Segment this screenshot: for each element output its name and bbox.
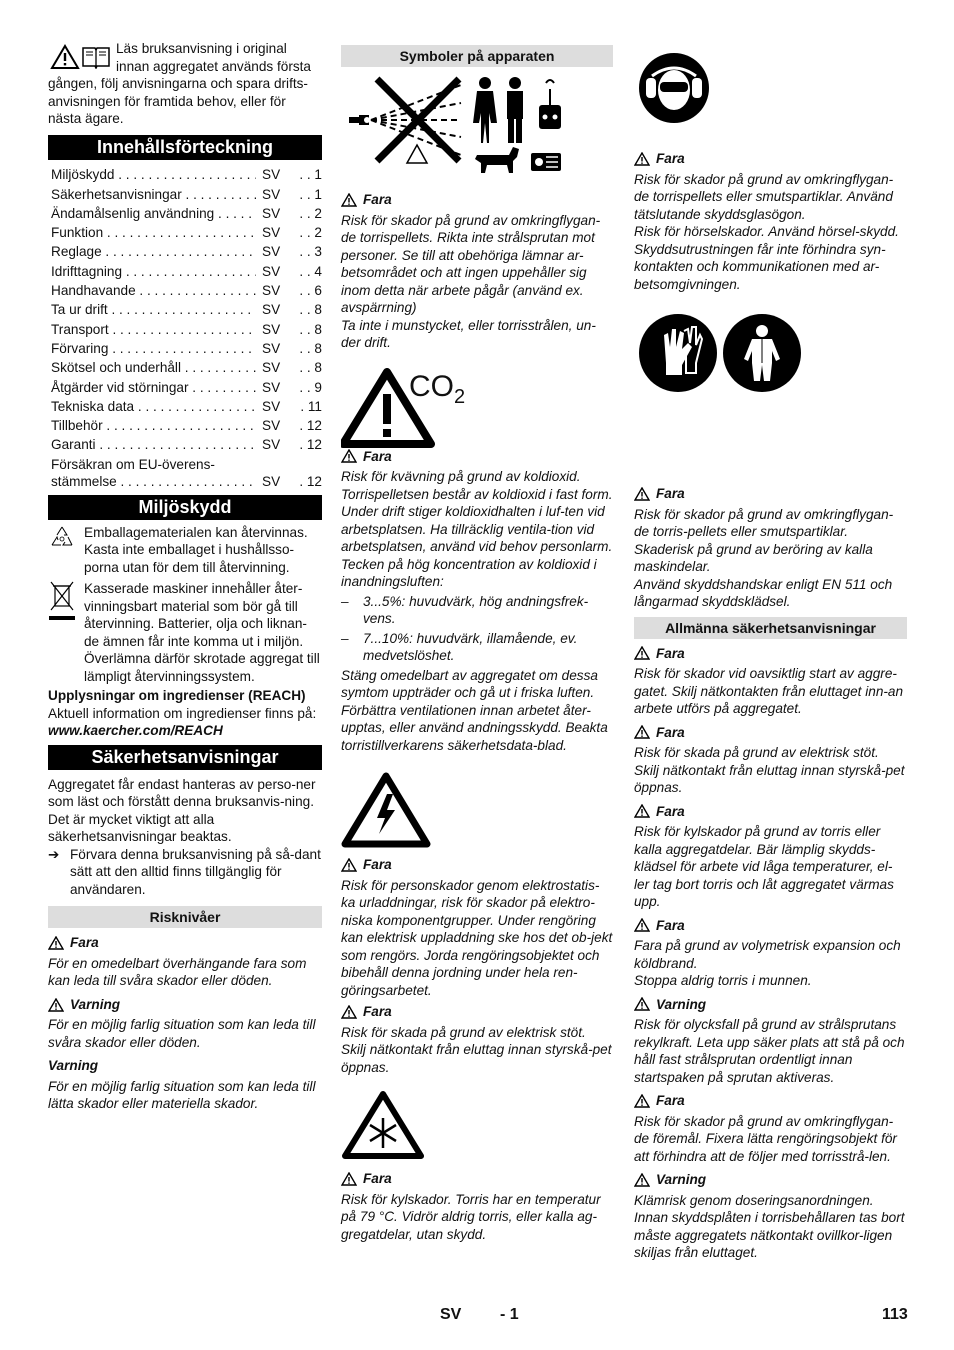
toc-lang: SV	[262, 398, 281, 414]
toc-lang: SV	[262, 437, 281, 453]
general-safety-heading: Allmänna säkerhetsanvisningar	[634, 617, 907, 639]
toc-row[interactable]	[51, 165, 322, 184]
gloves-icon	[638, 313, 718, 393]
crossed-bin-icon	[48, 580, 76, 624]
symbol-warning-1: Fara	[341, 191, 613, 209]
page-footer	[0, 1306, 954, 1330]
toc-row-declaration[interactable]	[51, 456, 322, 491]
footer-page-number: 113	[882, 1306, 908, 1323]
table-of-contents	[48, 165, 322, 491]
general-warning-7-text: Klämrisk genom doseringsanordningen. Innan skyddsplåten i torrisbehållaren tas bort måste aggregatets nätkontakt ovillkor-ligen skiljas från eluttaget.	[634, 1192, 905, 1260]
ppe-warning-2: Fara	[634, 485, 907, 503]
safety-bullet-text: Förvara denna bruksanvisning på så-dant sätt att den alltid finns tillgänglig för användaren.	[70, 846, 321, 897]
warning-triangle-icon	[634, 804, 650, 818]
toc-row[interactable]	[51, 435, 322, 454]
toc-row[interactable]	[51, 300, 322, 319]
toc-page: . . 6	[299, 283, 322, 299]
toc-page: . . 9	[299, 379, 322, 395]
general-warning-6-text: Risk för skador på grund av omkringflygan-de föremål. Fixera lätta rengöringsobjekt för att förhindra att de följer med torrisstrå-len.	[634, 1113, 897, 1164]
toc-row[interactable]	[51, 319, 322, 338]
column-middle	[341, 40, 613, 1243]
warning-triangle-icon	[634, 918, 650, 932]
toc-lang: SV	[262, 321, 281, 337]
symbols-heading: Symboler på apparaten	[341, 45, 613, 67]
toc-title: Tillbehör . . .	[51, 417, 256, 435]
co2-label: $CO_2$	[409, 369, 466, 408]
general-warning-1: Fara	[634, 645, 907, 663]
warning-triangle-icon	[634, 997, 650, 1011]
warning-triangle-icon	[50, 44, 80, 70]
toc-lang: SV	[262, 167, 281, 183]
packaging-text: Emballagematerialen kan återvinnas. Kasta inte emballaget i hushållsso-porna utan för dem till återvinning.	[84, 524, 308, 575]
symbol-warning-3: Fara	[341, 856, 613, 874]
reach-text: Aktuell information om ingredienser finns på:	[48, 705, 317, 721]
toc-page: . 12	[299, 437, 322, 453]
general-warning-5-text: Risk för olycksfall på grund av strålsprutans rekylkraft. Leta upp säker plats att stå på och håll fast strålsprutan ordentligt innan startspaken på sprutan aktiveras.	[634, 1017, 905, 1085]
risk-level-warning: Varning	[48, 996, 322, 1014]
warning-triangle-icon	[634, 152, 650, 166]
general-warning-3-text: Risk för kylskador på grund av torris eller kalla aggregatdelar. Bär lämplig skydds-klädsel för arbete vid låga temperaturer, el-ler tag bort torris och låt aggregatet värmas upp.	[634, 824, 894, 909]
safety-intro: Aggregatet får endast hanteras av perso-ner som läst och förstått denna bruksanvis-ning. Det är mycket viktigt att alla säkerhetsanvisningar beaktas.	[48, 776, 316, 845]
protective-suit-icon	[722, 313, 802, 393]
toc-row[interactable]	[51, 396, 322, 415]
toc-title: Idrifttagning . . .	[51, 263, 256, 281]
general-warning-4-text: Fara på grund av volymetrisk expansion och köldbrand.	[634, 938, 901, 971]
toc-lang: SV	[262, 225, 281, 241]
toc-title: Funktion . . .	[51, 224, 256, 242]
toc-page: . . 8	[299, 321, 322, 337]
intro-line-5: nästa ägare.	[48, 111, 124, 126]
manual-book-icon	[81, 45, 111, 69]
goggles-ear-protection-icon	[638, 52, 710, 124]
toc-row[interactable]	[51, 203, 322, 222]
toc-title: Säkerhetsanvisningar . . .	[51, 186, 256, 204]
risk-level-caution-text: För en möjlig farlig situation som kan leda till lätta skador eller materiella skador.	[48, 1078, 316, 1112]
toc-title: Åtgärder vid störningar . . .	[51, 379, 256, 397]
symbol-warning-1-text2: Ta inte i munstycket, eller torrisstrålen, un-der drift.	[341, 317, 596, 350]
toc-row[interactable]	[51, 242, 322, 261]
toc-page: . . 4	[299, 263, 322, 279]
toc-heading: Innehållsförteckning	[48, 135, 322, 160]
toc-title: Ändamålsenlig användning . . .	[51, 205, 256, 223]
toc-title: Skötsel och underhåll . . .	[51, 359, 256, 377]
symbol-warning-2-text2: Stäng omedelbart av aggregatet om dessa symtom uppträder och gå ut i friska luften. Förbättra ventilationen innan arbetet åter-upptas, eller använd andningsskydd. Beakta torristillverkarens säkerhetsdata-blad.	[341, 667, 608, 753]
warning-triangle-icon	[341, 1005, 357, 1019]
toc-row[interactable]	[51, 222, 322, 241]
warning-triangle-icon	[634, 725, 650, 739]
general-warning-4-text2: Stoppa aldrig torris i munnen.	[634, 973, 812, 988]
ppe-warning-2-text2: Använd skyddshandskar enligt EN 511 och långarmad skyddsklädsel.	[634, 576, 893, 609]
risk-levels-heading: Risknivåer	[48, 906, 322, 928]
safety-bullet	[48, 846, 322, 899]
reach-link[interactable]: www.kaercher.com/REACH	[48, 723, 223, 739]
toc-title: Försäkran om EU-överens-	[51, 456, 215, 472]
toc-lang: SV	[262, 283, 281, 299]
toc-row[interactable]	[51, 261, 322, 280]
gloves-clothing-pictogram	[634, 307, 907, 479]
column-left	[48, 40, 322, 1113]
warning-triangle-icon	[634, 1173, 650, 1187]
toc-page: . 12	[299, 474, 322, 490]
disposal-notice	[48, 580, 322, 685]
risk-level-danger-text: För en omedelbart överhängande fara som kan leda till svåra skador eller döden.	[48, 955, 307, 989]
toc-page: . 11	[300, 398, 322, 414]
risk-level-caution: Varning	[48, 1058, 99, 1074]
symbol-warning-4: Fara	[341, 1003, 613, 1021]
toc-lang: SV	[262, 418, 281, 434]
environment-heading: Miljöskydd	[48, 495, 322, 520]
snowflake-warning-icon	[341, 1090, 425, 1160]
spray-hazard-icon	[341, 73, 613, 185]
footer-section-page: - 1	[500, 1306, 519, 1323]
warning-triangle-icon	[634, 646, 650, 660]
general-warning-4: Fara	[634, 917, 907, 935]
electrostatic-pictogram	[341, 772, 613, 852]
toc-title: stämmelse . . .	[51, 473, 256, 491]
toc-page: . . 3	[299, 244, 322, 260]
packaging-notice	[48, 524, 322, 577]
general-warning-1-text: Risk för skador vid oavsiktlig start av aggre-gatet. Skilj nätkontakten från eluttaget inn-an arbete utförs på aggregatet.	[634, 666, 904, 716]
toc-title: Tekniska data . . .	[51, 398, 256, 416]
symbol-warning-5: Fara	[341, 1170, 613, 1188]
no-spray-at-persons-pictogram	[341, 73, 613, 185]
toc-lang: SV	[262, 263, 281, 279]
toc-lang: SV	[262, 379, 281, 395]
toc-row[interactable]	[51, 357, 322, 376]
recycle-icon	[48, 524, 76, 552]
toc-lang: SV	[262, 302, 281, 318]
toc-page: . . 1	[299, 167, 322, 183]
toc-page: . . 1	[299, 186, 322, 202]
co2-level-1: – 3...5%: huvudvärk, hög andningsfrek-vens.	[341, 593, 589, 626]
general-warning-7: Varning	[634, 1171, 907, 1189]
toc-row[interactable]	[51, 377, 322, 396]
warning-triangle-icon	[341, 193, 357, 207]
symbol-warning-5-text: Risk för kylskador. Torris har en temperatur på 79 °C. Vidrör aldrig torris, eller kalla ag-gregatdelar, utan skydd.	[341, 1191, 601, 1242]
symbol-warning-1-text: Risk för skador på grund av omkringflygan-de torrispellets. Rikta inte strålsprutan mot personer. Se till att obehöriga lämnar ar-betsområdet och att ingen uppehåller sig inom detta när arbete pågår (använd ex. avspärrning)	[341, 212, 601, 315]
toc-page: . 12	[299, 418, 322, 434]
toc-title: Miljöskydd . . .	[51, 166, 256, 184]
intro-line-1: Läs bruksanvisning i original	[116, 41, 287, 56]
toc-row[interactable]	[51, 415, 322, 434]
toc-row[interactable]	[51, 280, 322, 299]
toc-title: Reglage . . .	[51, 243, 256, 261]
toc-lang: SV	[262, 360, 281, 376]
intro-block	[48, 40, 322, 128]
symbol-warning-4-text: Risk för skada på grund av elektrisk stöt. Skilj nätkontakt från eluttag innan styrskå-pet öppnas.	[341, 1024, 612, 1075]
cold-pictogram	[341, 1090, 613, 1162]
ppe-warning-1-text2: Risk för hörselskador. Använd hörsel-skydd.	[634, 224, 899, 239]
intro-line-2: innan aggregatet används första	[116, 58, 311, 74]
symbol-warning-2-text: Risk för kvävning på grund av koldioxid. Torrispelletsen består av koldioxid i fast form. Under drift stiger koldioxidhalten i luf-ten vid arbetsplatsen. Ha tillräcklig ventila-tion vid arbetsplatsen, använd vid behov personlarm. Tecken på hög koncentration av koldioxid i inandningsluften:	[341, 469, 613, 589]
high-voltage-icon	[341, 772, 431, 848]
toc-page: . . 8	[299, 302, 322, 318]
toc-lang: SV	[262, 474, 281, 490]
symbol-warning-2: Fara	[341, 448, 613, 466]
arrow-right-icon: ➔	[48, 846, 60, 862]
toc-title: Transport . . .	[51, 321, 256, 339]
warning-triangle-icon	[341, 858, 357, 872]
warning-triangle-icon	[48, 936, 64, 950]
ppe-warning-1-text: Risk för skador på grund av omkringflygan-de torrispellets eller smutspartiklar. Använd tätslutande skyddsglasögon.	[634, 171, 894, 222]
risk-level-danger: Fara	[48, 934, 322, 952]
general-warning-2: Fara	[634, 724, 907, 742]
warning-triangle-icon	[634, 1094, 650, 1108]
general-warning-2-text: Risk för skada på grund av elektrisk stöt. Skilj nätkontakt från eluttag innan styrskå-pet öppnas.	[634, 745, 905, 795]
ppe-warning-2-text: Risk för skador på grund av omkringflygan-de torris-pellets eller smutspartiklar. Skaderisk på grund av beröring av kalla maskindelar.	[634, 506, 894, 574]
footer-lang: SV	[440, 1306, 462, 1323]
eye-ear-protection-pictogram	[634, 52, 907, 144]
disposal-text: Kasserade maskiner innehåller åter-vinningsbart material som bör gå till återvinning. Batterier, olja och liknan-de ämnen får inte komma ut i miljön. Överlämna därför skrotade aggregat till lämpligt återvinningssystem.	[84, 581, 320, 684]
warning-triangle-icon	[341, 1172, 357, 1186]
general-warning-5: Varning	[634, 996, 907, 1014]
toc-title: Ta ur drift . . .	[51, 301, 256, 319]
toc-row[interactable]	[51, 184, 322, 203]
toc-lang: SV	[262, 186, 281, 202]
intro-line-3: gången, följ anvisningarna och spara drifts-	[48, 76, 308, 91]
general-warning-3: Fara	[634, 803, 907, 821]
toc-title: Handhavande . . .	[51, 282, 256, 300]
risk-level-warning-text: För en möjlig farlig situation som kan leda till svåra skador eller döden.	[48, 1017, 316, 1050]
column-right	[634, 40, 907, 1262]
warning-triangle-icon	[634, 487, 650, 501]
toc-title: Förvaring . . .	[51, 340, 256, 358]
ppe-warning-1-text3: Skyddsutrustningen får inte förhindra syn-kontakten och kommunikationen med ar-betsomgivningen.	[634, 241, 886, 292]
toc-page: . . 2	[299, 225, 322, 241]
intro-line-4: anvisningen för framtida behov, eller för	[48, 93, 286, 109]
toc-title: Garanti . . .	[51, 436, 256, 454]
toc-row[interactable]	[51, 338, 322, 357]
symbol-warning-3-text: Risk för personskador genom elektrostatis-ka urladdningar, risk för skador på elektro-niska komponentgrupper. Under rengöring kan elektrisk uppladdning ske hos det ob-jekt som rengörs. Jorda rengöringsobjektet och bibehåll denna jordning under hela ren-göringsarbetet.	[341, 877, 613, 998]
ppe-warning-1: Fara	[634, 150, 907, 168]
reach-title: Upplysningar om ingredienser (REACH)	[48, 688, 306, 704]
toc-lang: SV	[262, 340, 281, 356]
toc-page: . . 8	[299, 360, 322, 376]
toc-page: . . 8	[299, 340, 322, 356]
warning-triangle-icon	[48, 998, 64, 1012]
co2-level-2: – 7...10%: huvudvärk, illamående, ev. medvetslöshet.	[341, 630, 578, 663]
co2-pictogram	[341, 368, 613, 452]
toc-lang: SV	[262, 244, 281, 260]
safety-heading: Säkerhetsanvisningar	[48, 745, 322, 770]
toc-page: . . 2	[299, 205, 322, 221]
toc-lang: SV	[262, 205, 281, 221]
general-warning-6: Fara	[634, 1092, 907, 1110]
